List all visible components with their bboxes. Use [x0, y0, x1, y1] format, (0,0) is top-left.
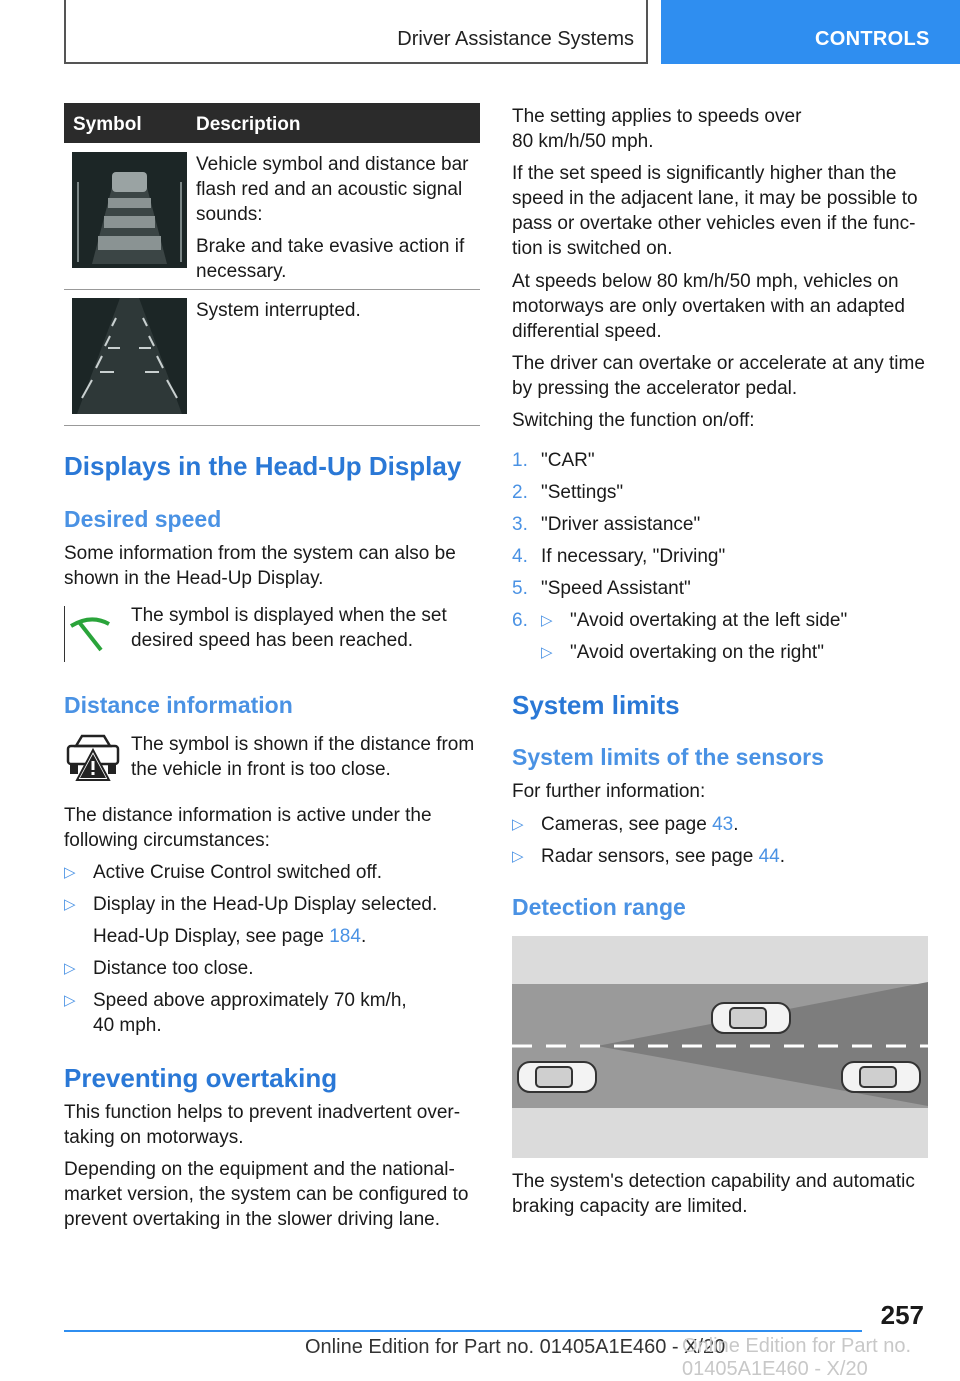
row1-description-2: Brake and take evasive action if necessary. — [196, 236, 465, 282]
bullet-triangle-icon: ▷ — [64, 960, 76, 977]
overtaking-paragraph-2: Depending on the equipment and the national-market version, the system can be configured to prevent overtaking in the slower driving lane. — [64, 1159, 469, 1230]
bullet-triangle-icon: ▷ — [512, 816, 524, 833]
bullet-triangle-icon: ▷ — [512, 848, 524, 865]
detection-paragraph: The system's detection capability and automatic braking capacity are limited. — [512, 1171, 915, 1217]
table-header — [64, 103, 480, 143]
chapter-tab[interactable] — [661, 0, 960, 64]
bullet-triangle-icon: ▷ — [64, 864, 76, 881]
distance-warning-icon — [64, 730, 122, 782]
heading-distance-information: Distance information — [64, 692, 293, 718]
heading-hud: Displays in the Head-Up Display — [64, 451, 462, 481]
distance-active-intro: The distance information is active under the following circumstances: — [64, 805, 432, 851]
chapter-tab-label: CONTROLS — [815, 28, 930, 50]
desired-speed-intro: Some information from the system can also be shown in the Head-Up Display. — [64, 543, 456, 589]
bullet-triangle-icon: ▷ — [541, 644, 553, 661]
further-information: For further information: — [512, 781, 706, 802]
right-paragraph-3: At speeds below 80 km/h/50 mph, vehicles on motorways are only overtaken with an adapted differential speed. — [512, 271, 905, 342]
hud-page-reference: Head-Up Display, see page 184. — [93, 926, 367, 947]
overtaking-paragraph-1: This function helps to prevent inadvertent over-taking on motorways. — [64, 1102, 461, 1148]
section-title: Driver Assistance Systems — [397, 28, 634, 50]
bullet-triangle-icon: ▷ — [64, 992, 76, 1009]
watermark: Online Edition for Part no. 01405A1E460 - X/20 — [682, 1335, 912, 1380]
list-item: ▷ Speed above approximately 70 km/h, 40 mph. — [64, 990, 407, 1036]
heading-sensor-limits: System limits of the sensors — [512, 744, 824, 770]
page-link-44[interactable]: 44 — [758, 846, 780, 867]
edition-note: Online Edition for Part no. 01405A1E460 - X/20 — [305, 1336, 726, 1358]
distance-symbol-text: The symbol is shown if the distance from the vehicle in front is too close. — [131, 734, 475, 780]
col-symbol-header: Symbol — [73, 114, 142, 135]
car-ahead — [712, 1003, 790, 1033]
system-interrupted-symbol-image — [72, 298, 187, 414]
right-paragraph-1: The setting applies to speeds over 80 km/h/50 mph. — [512, 106, 802, 152]
page-link-184[interactable]: 184 — [329, 926, 361, 947]
right-paragraph-5: Switching the function on/off: — [512, 410, 755, 431]
table-bottom-border — [64, 425, 480, 426]
detection-range-illustration — [512, 936, 928, 1158]
right-paragraph-2: If the set speed is significantly higher than the speed in the adjacent lane, it may be possible to pass or overtake other vehicles even if the func-tion is switched on. — [512, 163, 918, 259]
bullet-triangle-icon: ▷ — [64, 896, 76, 913]
table-divider — [64, 289, 480, 290]
col-description-header: Description — [196, 114, 301, 135]
desired-speed-symbol-text: The symbol is displayed when the set desired speed has been reached. — [131, 605, 447, 651]
row2-description: System interrupted. — [196, 300, 361, 321]
page-number: 257 — [880, 1300, 924, 1330]
footer-rule — [64, 1330, 862, 1332]
page-link-43[interactable]: 43 — [712, 814, 734, 835]
heading-system-limits: System limits — [512, 690, 680, 720]
desired-speed-reached-icon — [64, 606, 121, 662]
right-paragraph-4: The driver can overtake or accelerate at any time by pressing the accelerator pedal. — [512, 353, 925, 399]
heading-detection-range: Detection range — [512, 894, 686, 920]
heading-preventing-overtaking: Preventing overtaking — [64, 1063, 338, 1093]
bullet-triangle-icon: ▷ — [541, 612, 553, 629]
heading-desired-speed: Desired speed — [64, 506, 222, 532]
distance-warning-symbol-image — [72, 152, 187, 268]
row1-description-1: Vehicle symbol and distance bar flash red and an acoustic signal sounds: — [196, 154, 469, 225]
